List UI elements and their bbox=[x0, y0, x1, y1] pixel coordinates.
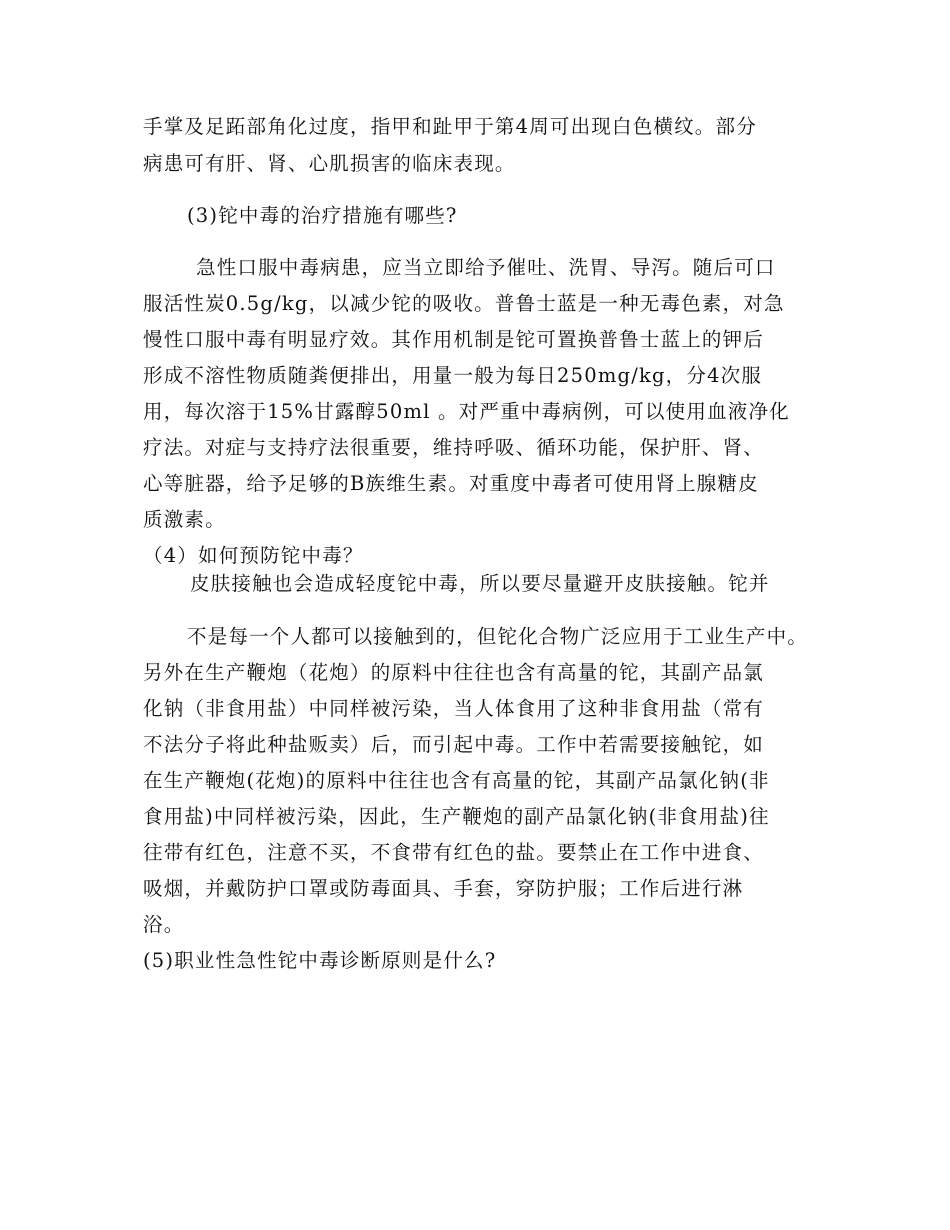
text-line: 不是每一个人都可以接触到的，但铊化合物广泛应用于工业生产中。 bbox=[187, 625, 809, 648]
text-line: 疗法。对症与支持疗法很重要，维持呼吸、循环功能，保护肝、肾、 bbox=[143, 436, 765, 459]
text-line: （4）如何预防铊中毒？ bbox=[143, 544, 364, 567]
section-heading-4: 皮肤接触也会造成轻度铊中毒，所以要尽量避开皮肤接触。铊并 bbox=[190, 572, 770, 595]
section-heading-3: (3)铊中毒的治疗措施有哪些? bbox=[187, 204, 458, 227]
text-line: 心等脏器，给予足够的B族维生素。对重度中毒者可使用肾上腺糖皮 bbox=[143, 472, 759, 495]
text-line: 病患可有肝、肾、心肌损害的临床表现。 bbox=[143, 152, 516, 175]
text-line: 另外在生产鞭炮（花炮）的原料中往往也含有高量的铊，其副产品氯 bbox=[143, 661, 765, 684]
text-line: 质激素。 bbox=[143, 508, 226, 531]
text-line: 用，每次溶于15%甘露醇50ml 。对严重中毒病例，可以使用血液净化 bbox=[143, 400, 790, 423]
text-line: (5)职业性急性铊中毒诊断原则是什么? bbox=[143, 949, 497, 972]
text-line: 在生产鞭炮(花炮)的原料中往往也含有高量的铊，其副产品氯化钠(非 bbox=[143, 769, 770, 792]
text-line: 急性口服中毒病患，应当立即给予催吐、洗胃、导泻。随后可口 bbox=[196, 256, 776, 279]
text-line: 不法分子将此种盐贩卖）后，而引起中毒。工作中若需要接触铊，如 bbox=[143, 733, 765, 756]
text-line: 慢性口服中毒有明显疗效。其作用机制是铊可置换普鲁士蓝上的钾后 bbox=[143, 328, 765, 351]
text-line: 服活性炭0.5g/kg，以减少铊的吸收。普鲁士蓝是一种无毒色素，对急 bbox=[143, 292, 785, 315]
text-line: 化钠（非食用盐）中同样被污染，当人体食用了这种非食用盐（常有 bbox=[143, 697, 765, 720]
text-line: 形成不溶性物质随粪便排出，用量一般为每日250mg/kg，分4次服 bbox=[143, 364, 763, 387]
text-line: 手掌及足跖部角化过度，指甲和趾甲于第4周可出现白色横纹。部分 bbox=[143, 115, 757, 138]
text-line: 浴。 bbox=[143, 913, 185, 936]
text-line: 食用盐)中同样被污染，因此，生产鞭炮的副产品氯化钠(非食用盐)往 bbox=[143, 805, 770, 828]
text-line: 吸烟，并戴防护口罩或防毒面具、手套，穿防护服；工作后进行淋 bbox=[143, 877, 744, 900]
text-line: 往带有红色，注意不买，不食带有红色的盐。要禁止在工作中进食、 bbox=[143, 841, 765, 864]
